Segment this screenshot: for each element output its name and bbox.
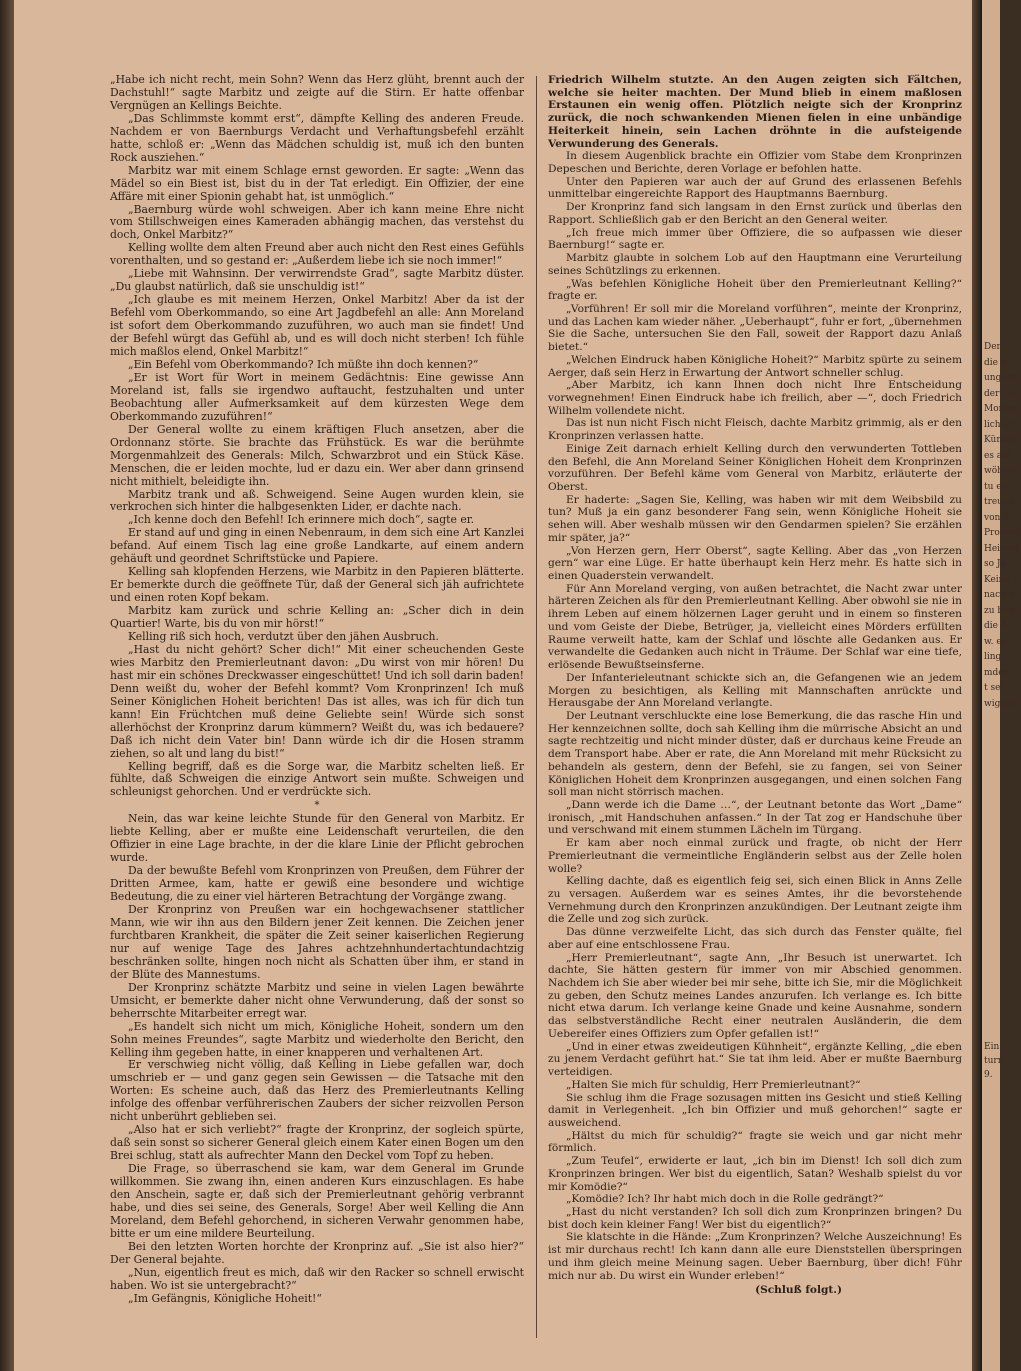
- paragraph: In diesem Augenblick brachte ein Offizier vom Stabe dem Kronprinzen Depeschen und Berichte, deren Vorlage er befohlen hatte.: [548, 150, 962, 176]
- paragraph: „Ich freue mich immer über Offiziere, die so aufpassen wie dieser Baernburg!“ sagte er.: [548, 226, 962, 252]
- paragraph: „Es handelt sich nicht um mich, Königliche Hoheit, sondern um den Sohn meines Freundes“, sagte Marbitz und wiederholte den Bericht, den Kelling ihm gegeben hatte, in einer knapperen und verhaltenen Art.: [110, 1019, 524, 1059]
- paragraph: „Liebe mit Wahnsinn. Der verwirrendste Grad“, sagte Marbitz düster. „Du glaubst natürlich, daß sie unschuldig ist!“: [110, 267, 524, 294]
- paragraph: Der Leutnant verschluckte eine lose Bemerkung, die das rasche Hin und Her kennzeichnen sollte, doch sah Kelling ihm die mürrische Absicht an und sagte rechtzeitig und nicht minder düster, daß er durchaus keine Freude an dem Transport habe. Aber er rate, die Ann Moreland mit mehr Rücksicht zu behandeln als gestern, denn der Befehl, sie zu fangen, sei von Seiner Königlichen Hoheit dem Kronprinzen ausgegangen, und einen solchen Fang soll man nicht störrisch machen.: [548, 709, 962, 799]
- paragraph: „Zum Teufel“, erwiderte er laut, „ich bin im Dienst! Ich soll dich zum Kronprinzen bringen. Wer bist du eigentlich, Satan? Weshalb spielst du vor mir Komödie?“: [548, 1155, 962, 1193]
- paragraph: „Welchen Eindruck haben Königliche Hoheit?“ Marbitz spürte zu seinem Aerger, daß sein Herz in Erwartung der Antwort schneller schlug.: [548, 353, 962, 379]
- next-page-line: zu ben: [984, 605, 1015, 616]
- left-column: [110, 74, 524, 1306]
- next-page-line: tu ein: [984, 481, 1011, 492]
- next-page-footer: [984, 1040, 1004, 1082]
- next-page-line: die A: [984, 621, 1008, 631]
- next-page-footer-line: turn 9.: [984, 1056, 1004, 1080]
- paragraph: Einige Zeit darnach erhielt Kelling durch den verwunderten Tottleben den Befehl, die Ann Moreland Seiner Königlichen Hoheit dem Kronprinzen vorzuführen. Der Befehl käme vom General von Marbitz, erläuterte der Oberst.: [548, 442, 962, 493]
- paragraph: Kelling riß sich hoch, verdutzt über den jähen Ausbruch.: [128, 629, 439, 643]
- paragraph: „Ein Befehl vom Oberkommando? Ich müßte ihn doch kennen?“: [128, 357, 479, 371]
- section-divider: *: [314, 800, 320, 812]
- next-page-line: nach b: [984, 590, 1015, 600]
- paragraph: Bei den letzten Worten horchte der Kronprinz auf. „Sie ist also hier?“ Der General bejahte.: [110, 1239, 524, 1266]
- next-page-line: es auf: [984, 450, 1012, 461]
- next-page-line: Künstle: [984, 435, 1019, 445]
- next-page-line: von S: [984, 512, 1010, 523]
- paragraph: „Vorführen! Er soll mir die Moreland vorführen“, meinte der Kronprinz, und das Lachen kam wieder näher. „Ueberhaupt“, fuhr er fort, „übernehmen Sie die Sache, untersuchen Sie den Fall, soweit der Rapport dazu Anlaß bietet.“: [548, 302, 962, 354]
- next-page-line: Der: [984, 342, 1001, 352]
- paragraph: „Aber Marbitz, ich kann Ihnen doch nicht Ihre Entscheidung vorwegnehmen! Einen Eindruck habe ich freilich, aber —“, doch Friedrich Wilhelm vollendete nicht.: [548, 379, 962, 417]
- next-page-line: mder: [984, 667, 1008, 678]
- page-edge-shadow: [0, 0, 14, 1371]
- next-page-line: wigend: [984, 698, 1018, 709]
- paragraph: „Dann werde ich die Dame …“, der Leutnant betonte das Wort „Dame“ ironisch, „mit Handschuhen anfassen.“ In der Tat zog er Handschuhe über und verschwand mit einem stummen Lächeln im Türgang.: [548, 798, 962, 837]
- paragraph: „Hast du nicht gehört? Scher dich!“ Mit einer scheuchenden Geste wies Marbitz den Premierleutnant davon: „Du wirst von mir hören! Du hast mir ein schönes Dreckwasser eingeschüttet! Und ich soll darin baden! Denn weißt du, woher der Befehl kommt? Vom Kronprinzen! Ich muß Seiner Königlichen Hoheit berichten! Das ist alles, was ich für dich tun kann! Ein Früchtchen muß deine Geliebte sein! Würde sich sonst allerhöchst der Kronprinz darum kümmern? Weißt du, was ich bedauere? Daß ich nicht dein Vater bin! Dann würde ich dir die Hosen stramm ziehen, so alt und lang du bist!“: [110, 642, 524, 760]
- paragraph: Er verschwieg nicht völlig, daß Kelling in Liebe gefallen war, doch umschrieb er — und ganz gegen sein Gewissen — die Tatsache mit den Worten: Es scheine auch, daß das Herz des Premierleutnants Kelling infolge des offenbar verführerischen Zaubers der sicher reizvollen Person nicht unberührt geblieben sei.: [110, 1058, 524, 1124]
- paragraph: Marbitz glaubte in solchem Lob auf den Hauptmann eine Verurteilung seines Schützlings zu erkennen.: [548, 252, 962, 277]
- next-page-line: so Jo: [984, 559, 1006, 569]
- next-page-line: der Op: [984, 388, 1016, 399]
- next-page-line: t sei: [984, 683, 1004, 693]
- paragraph: „Herr Premierleutnant“, sagte Ann, „Ihr Besuch ist unerwartet. Ich dachte, Sie hätten gestern für immer von mir Abschied genommen. Nachdem ich Sie aber wieder bei mir sehe, bitte ich Sie, mir die Möglichkeit zu geben, den Schutz meines Landes anzurufen. Ich verlange es. Ich bitte nicht etwa darum. Ich verlange keine Gnade und keine Ausnahme, sondern das selbstverständliche Recht einer neutralen Ausländerin, die dem Uebereifer eines Offiziers zum Opfer gefallen ist!“: [548, 951, 962, 1040]
- paragraph: „Er ist Wort für Wort in meinem Gedächtnis: Eine gewisse Ann Moreland ist, falls sie irgendwo auftaucht, festzuhalten und unter Beobachtung aller Aufmerksamkeit auf dem kürzesten Wege dem Oberkommando zuzuführen!“: [110, 370, 524, 423]
- next-page-line: Montan: [984, 404, 1020, 414]
- paragraph: „Nun, eigentlich freut es mich, daß wir den Racker so schnell erwischt haben. Wo ist sie untergebracht?“: [110, 1265, 524, 1292]
- paragraph: Die Frage, so überraschend sie kam, war dem General im Grunde willkommen. Sie zwang ihn, einen anderen Kurs einzuschlagen. Es habe den Anschein, sagte er, daß sich der Premierleutnant gehörig verbrannt habe, und dies sei seine, des Generals, Sorge! Aber weil Kelling die Ann Moreland, dem Befehl gehorchend, in sicheren Verwahr genommen habe, bitte er um eine mildere Beurteilung.: [110, 1162, 524, 1240]
- paragraph: Marbitz war mit einem Schlage ernst geworden. Er sagte: „Wenn das Mädel so ein Biest ist, bist du in der Tat erledigt. Ein Offizier, der eine Affäre mit einer Spionin gehabt hat, ist unmöglich.“: [110, 163, 524, 203]
- paragraph: Sie klatschte in die Hände: „Zum Kronprinzen? Welche Auszeichnung! Es ist mir durchaus recht! Ich kann dann alle eure Dienststellen überspringen und ihm gleich meine Meinung sagen. Ueber Baernburg, über dich! Führ mich nur ab. Du wirst ein Wunder erleben!“: [548, 1231, 962, 1282]
- paragraph: „Komödie? Ich? Ihr habt mich doch in die Rolle gedrängt?“: [566, 1193, 884, 1206]
- paragraph: Marbitz trank und aß. Schweigend. Seine Augen wurden klein, sie verkrochen sich hinter die halbgesenkten Lider, er dachte nach.: [110, 487, 524, 514]
- paragraph: Das dünne verzweifelte Licht, das sich durch das Fenster quälte, fiel aber auf eine entschlossene Frau.: [548, 926, 962, 951]
- right-column: [548, 74, 962, 1297]
- next-page-footer-line: Ein: [984, 1042, 1000, 1052]
- paragraph: Der General wollte zu einem kräftigen Fluch ansetzen, aber die Ordonnanz störte. Sie brachte das Frühstück. Es war die berühmte Morgenmahlzeit des Generals: Milch, Schwarzbrot und ein Stück Käse. Menschen, die er leiden mochte, lud er dazu ein. Wer aber dann grinsend nicht mithielt, beleidigte ihn.: [110, 422, 524, 488]
- paragraph: Kelling dachte, daß es eigentlich feig sei, sich einen Blick in Anns Zelle zu versagen. Außerdem war es seines Amtes, ihr die bevorstehende Vernehmung durch den Kronprinzen anzukündigen. Der Leutnant zeigte ihm die Zelle und zog sich zurück.: [548, 875, 962, 926]
- paragraph: Er haderte: „Sagen Sie, Kelling, was haben wir mit dem Weibsbild zu tun? Muß ja ein ganz besonderer Fang sein, wenn Königliche Hoheit sie sehen will. Aber weshalb müssen wir den Gendarmen spielen? Sie erzählen mir später, ja?“: [548, 493, 962, 544]
- paragraph: „Also hat er sich verliebt?“ fragte der Kronprinz, der sogleich spürte, daß sein sonst so sicherer General gleich einem Kater einen Bogen um den Brei schlug, statt als aufrechter Mann den Deckel vom Topf zu heben.: [110, 1123, 524, 1163]
- next-page-line: ling: [984, 652, 1002, 662]
- paragraph: Da der bewußte Befehl vom Kronprinzen von Preußen, dem Führer der Dritten Armee, kam, hatte er gewiß eine besondere und wichtige Bedeutung, die zu einer viel härteren Betrachtung der Vorgänge zwang.: [110, 864, 524, 904]
- next-page-line: w. es: [984, 636, 1007, 647]
- paragraph: „Was befehlen Königliche Hoheit über den Premierleutnant Kelling?“ fragte er.: [548, 277, 962, 303]
- continued-note: (Schluß folgt.): [755, 1284, 842, 1297]
- paragraph: „Hast du nicht verstanden? Ich soll dich zum Kronprinzen bringen? Du bist doch kein kleiner Fang! Wer bist du eigentlich?“: [548, 1205, 962, 1231]
- paragraph: Der Kronprinz schätzte Marbitz und seine in vielen Lagen bewährte Umsicht, er bemerkte daher nicht ohne Verwunderung, daß der sonst so beherrschte Mitarbeiter erregt war.: [110, 980, 524, 1020]
- next-page-line: Heimes: [984, 543, 1019, 554]
- column-rule: [536, 76, 537, 1338]
- paragraph: Er kam aber noch einmal zurück und fragte, ob nicht der Herr Premierleutnant die vermeintliche Engländerin selbst aus der Zelle holen wolle?: [548, 837, 962, 875]
- paragraph: „Baernburg würde wohl schweigen. Aber ich kann meine Ehre nicht vom Stillschweigen eines Kameraden abhängig machen, das verstehst du doch, Onkel Marbitz?“: [110, 202, 524, 242]
- next-page-text: [984, 340, 1021, 712]
- paragraph: „Von Herzen gern, Herr Oberst“, sagte Kelling. Aber das „von Herzen gern“ war eine Lüge. Er hatte überhaupt kein Herz mehr. Es hatte sich in einen Quaderstein verwandelt.: [548, 544, 962, 583]
- paragraph: „Hältst du mich für schuldig?“ fragte sie weich und gar nicht mehr förmlich.: [548, 1129, 962, 1155]
- paragraph: „Und in einer etwas zweideutigen Kühnheit“, ergänzte Kelling, „die eben zu jenem Verdacht geführt hat.“ Sie tat ihm leid. Aber er mußte Baernburg verteidigen.: [548, 1040, 962, 1079]
- paragraph: „Ich kenne doch den Befehl! Ich erinnere mich doch“, sagte er.: [128, 513, 475, 527]
- next-page-line: ungepo: [984, 373, 1018, 383]
- book-spine: [972, 0, 982, 1371]
- paragraph: Der Kronprinz von Preußen war ein hochgewachsener stattlicher Mann, wie wir ihn aus den Bildern jener Zeit kennen. Die Zeichen jener furchtbaren Krankheit, die später die Zeit seiner kaiserlichen Regierung nur auf wenige Tage des Jahres achtzehnhundertachtundachtzig beschränken sollte, hingen noch nicht als Schatten über ihm, er stand in der Blüte des Mannestums.: [110, 903, 524, 981]
- paragraph: Der Kronprinz fand sich langsam in den Ernst zurück und überlas den Rapport. Schließlich gab er den Bericht an den General weiter.: [548, 201, 962, 226]
- next-page-line: die wi: [984, 357, 1012, 368]
- paragraph: Der Infanterieleutnant schickte sich an, die Gefangenen wie an jedem Morgen zu besichtigen, als Kelling mit Mannschaften anrückte und Herausgabe der Ann Moreland verlangte.: [548, 671, 962, 710]
- paragraph: „Habe ich nicht recht, mein Sohn? Wenn das Herz glüht, brennt auch der Dachstuhl!“ sagte Marbitz und zeigte auf die Stirn. Er hatte offenbar Vergnügen an Kellings Beichte.: [110, 73, 524, 112]
- paragraph: Kelling sah klopfenden Herzens, wie Marbitz in den Papieren blätterte. Er bemerkte durch die geöffnete Tür, daß der General sich jäh aufrichtete und einen roten Kopf bekam.: [110, 565, 524, 605]
- paragraph: „Halten Sie mich für schuldig, Herr Premierleutnant?“: [566, 1078, 861, 1091]
- paragraph: Nein, das war keine leichte Stunde für den General von Marbitz. Er liebte Kelling, aber er mußte eine Leidenschaft verurteilen, die den Offizier in eine Lage brachte, in der die klare Linie der Pflicht gebrochen wurde.: [110, 812, 524, 865]
- paragraph: Kelling wollte dem alten Freund aber auch nicht den Rest eines Gefühls vorenthalten, und so gestand er: „Außerdem liebe ich sie noch immer!“: [110, 241, 524, 268]
- next-page-line: treuen: [984, 497, 1015, 507]
- next-page-line: Professi: [984, 528, 1021, 538]
- paragraph: „Das Schlimmste kommt erst“, dämpfte Kelling des anderen Freude. Nachdem er von Baernburgs Verdacht und Verhaftungsbefehl erzählt hatte, schloß er: „Wenn das Mädchen schuldig ist, muß ich den bunten Rock ausziehen.“: [110, 111, 524, 164]
- paragraph: Kelling begriff, daß es die Sorge war, die Marbitz schelten ließ. Er fühlte, daß Schweigen die einzige Antwort sein mußte. Schweigen und schleunigst gehorchen. Und er verdrückte sich.: [110, 759, 524, 799]
- paragraph: Marbitz kam zurück und schrie Kelling an: „Scher dich in dein Quartier! Warte, bis du von mir hörst!“: [110, 604, 524, 631]
- next-page-line: wöhnen: [984, 466, 1020, 476]
- paragraph: Friedrich Wilhelm stutzte. An den Augen zeigten sich Fältchen, welche sie heiter machten. Der Mund blieb in einem maßlosen Erstaunen ein wenig offen. Plötzlich neigte sich der Kronprinz zurück, die noch schwankenden Mienen fielen in eine unbändige Heiterkeit hinein, sein Lachen dröhnte in die aufsteigende Verwunderung des Generals.: [548, 74, 962, 150]
- paragraph: Sie schlug ihm die Frage sozusagen mitten ins Gesicht und stieß Kelling damit in Verlegenheit. „Ich bin Offizier und muß gehorchen!“ sagte er ausweichend.: [548, 1091, 962, 1129]
- next-page-line: lich ur: [984, 419, 1014, 430]
- paragraph: Er stand auf und ging in einen Nebenraum, in dem sich eine Art Kanzlei befand. Auf einem Tisch lag eine große Landkarte, auf einem andern gehäuft und geordnet Schriftstücke und Papiere.: [110, 526, 525, 566]
- paragraph: Für Ann Moreland verging, von außen betrachtet, die Nacht zwar unter härteren Zeichen als für den Premierleutnant Kelling. Aber obwohl sie nie in ihrem Leben auf einem hölzernen Lager geruht und in einem so finsteren und vom Geiste der Diebe, Betrüger, ja, vielleicht eines Mörders erfüllten Raume verweilt hatte, kam der Schlaf und löschte alle Gedanken aus. Er verwandelte die Gedanken auch nicht in Träume. Der Schlaf war eine tiefe, erlösende Bewußtseinsferne.: [548, 582, 962, 672]
- paragraph: „Ich glaube es mit meinem Herzen, Onkel Marbitz! Aber da ist der Befehl vom Oberkommando, so eine Art Jagdbefehl an alle: Ann Moreland ist sofort dem Oberkommando zuzuführen, wo auch man sie findet! Und der Befehl würgt das Gefühl ab, und es will doch nicht sterben! Ich fühle mich maßlos elend, Onkel Marbitz!“: [110, 293, 524, 359]
- paragraph: „Im Gefängnis, Königliche Hoheit!“: [128, 1291, 322, 1305]
- next-page-line: Keine t: [984, 574, 1017, 585]
- paragraph: Unter den Papieren war auch der auf Grund des erlassenen Befehls unmittelbar eingereichte Rapport des Hauptmanns Baernburg.: [548, 175, 962, 201]
- next-page-edge: [982, 0, 1021, 1371]
- paragraph: Das ist nun nicht Fisch nicht Fleisch, dachte Marbitz grimmig, als er den Kronprinzen verlassen hatte.: [548, 417, 962, 443]
